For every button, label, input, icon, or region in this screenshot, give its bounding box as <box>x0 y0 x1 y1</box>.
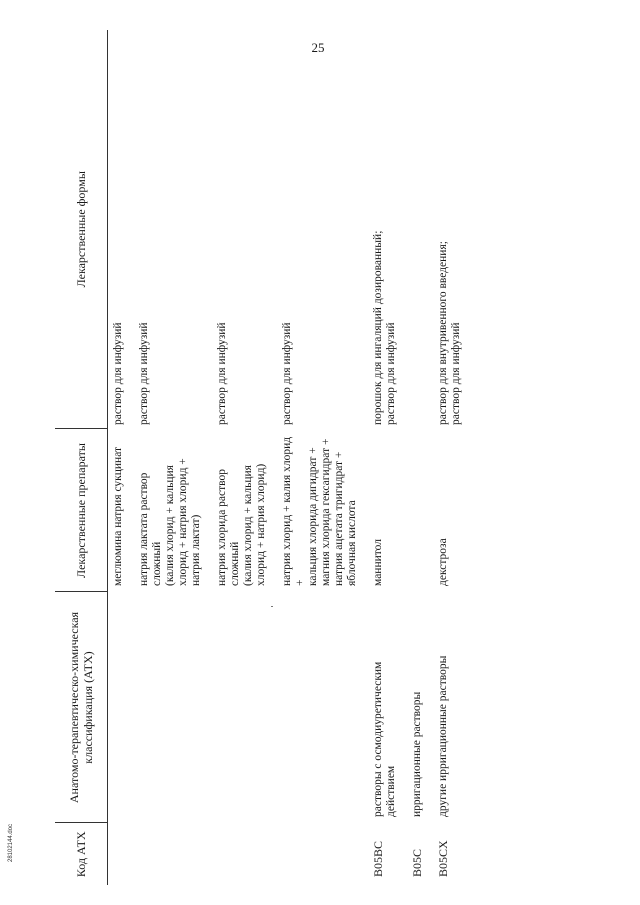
drug-line: натрия ацетата тригидрат + <box>333 451 345 586</box>
drug-line: (калия хлорид + кальция <box>242 465 254 586</box>
form-cell <box>212 30 277 429</box>
table-row <box>134 30 212 885</box>
atx-code-cell <box>212 823 277 885</box>
drug-line: сложный <box>229 541 241 586</box>
header-drugs: Лекарственные препараты <box>55 429 108 592</box>
rotated-page-content <box>55 30 575 885</box>
header-code: Код АТХ <box>55 823 108 885</box>
form-cell <box>368 30 407 429</box>
atx-code-cell: B05BC <box>371 840 385 877</box>
drug-cell <box>433 429 472 592</box>
drug-cell <box>108 429 135 592</box>
classification-line: растворы с осмодиуретическим <box>372 661 384 817</box>
drug-line: натрия лактата раствор <box>138 472 150 586</box>
drug-cell <box>134 429 212 592</box>
drug-line: натрия хлорида раствор <box>216 468 228 586</box>
drug-line: (калия хлорид + кальция <box>164 465 176 586</box>
page-number: 25 <box>311 40 325 55</box>
drug-cell <box>212 429 277 592</box>
atx-code-cell <box>134 823 212 885</box>
form-line: раствор для инфузий <box>450 322 462 425</box>
drug-cell <box>277 429 368 592</box>
form-line: раствор для инфузий <box>385 322 397 425</box>
classification-cell <box>212 592 277 823</box>
classification-cell <box>407 592 433 823</box>
form-line: раствор для инфузий <box>216 322 228 425</box>
form-line: раствор для инфузий <box>138 322 150 425</box>
classification-line: действием <box>385 765 397 817</box>
table-row <box>108 30 135 885</box>
table-header-row <box>55 30 108 885</box>
classification-cell <box>277 592 368 823</box>
table-row <box>368 30 407 885</box>
atx-code-cell: B05CX <box>436 840 450 877</box>
form-cell <box>407 30 433 429</box>
form-cell <box>433 30 472 429</box>
drug-cell <box>407 429 433 592</box>
drug-line: декстроза <box>437 538 449 586</box>
table-row <box>433 30 472 885</box>
drug-line: магния хлорида гексагидрат + <box>320 438 332 586</box>
atx-table <box>55 30 472 885</box>
form-line: порошок для ингаляций дозированный; <box>372 230 384 425</box>
scan-speck <box>271 606 273 607</box>
form-cell <box>108 30 135 429</box>
form-line: раствор для внутривенного введения; <box>437 241 449 425</box>
form-line: раствор для инфузий <box>112 322 124 425</box>
classification-cell <box>108 592 135 823</box>
classification-line: ирригационные растворы <box>411 691 423 817</box>
classification-line: другие ирригационные растворы <box>437 655 449 817</box>
footer-doc-name: 28102144.doc <box>8 823 14 862</box>
form-cell <box>277 30 368 429</box>
table-row <box>407 30 433 885</box>
form-cell <box>134 30 212 429</box>
form-line: раствор для инфузий <box>281 322 293 425</box>
drug-line: натрия хлорид + калия хлорид + <box>281 436 306 586</box>
drug-line: хлорид + натрия хлорид + <box>177 458 189 586</box>
drug-line: натрия лактат) <box>190 514 202 586</box>
atx-code-cell <box>277 823 368 885</box>
header-classification: Анатомо-терапевтическо-химическая классификация (АТХ) <box>55 592 108 823</box>
drug-line: хлорид + натрия хлорид) <box>255 463 267 586</box>
drug-line: маннитол <box>372 539 384 586</box>
classification-cell <box>134 592 212 823</box>
table-row <box>277 30 368 885</box>
drug-line: яблочная кислота <box>346 500 358 586</box>
atx-code-cell: B05C <box>410 848 424 877</box>
classification-cell <box>433 592 472 823</box>
drug-cell <box>368 429 407 592</box>
drug-line: кальция хлорида дигидрат + <box>307 447 319 586</box>
atx-code-cell <box>108 823 135 885</box>
header-forms: Лекарственные формы <box>55 30 108 429</box>
drug-line: меглюмина натрия сукцинат <box>112 446 124 586</box>
classification-cell <box>368 592 407 823</box>
table-row <box>212 30 277 885</box>
drug-line: сложный <box>151 541 163 586</box>
